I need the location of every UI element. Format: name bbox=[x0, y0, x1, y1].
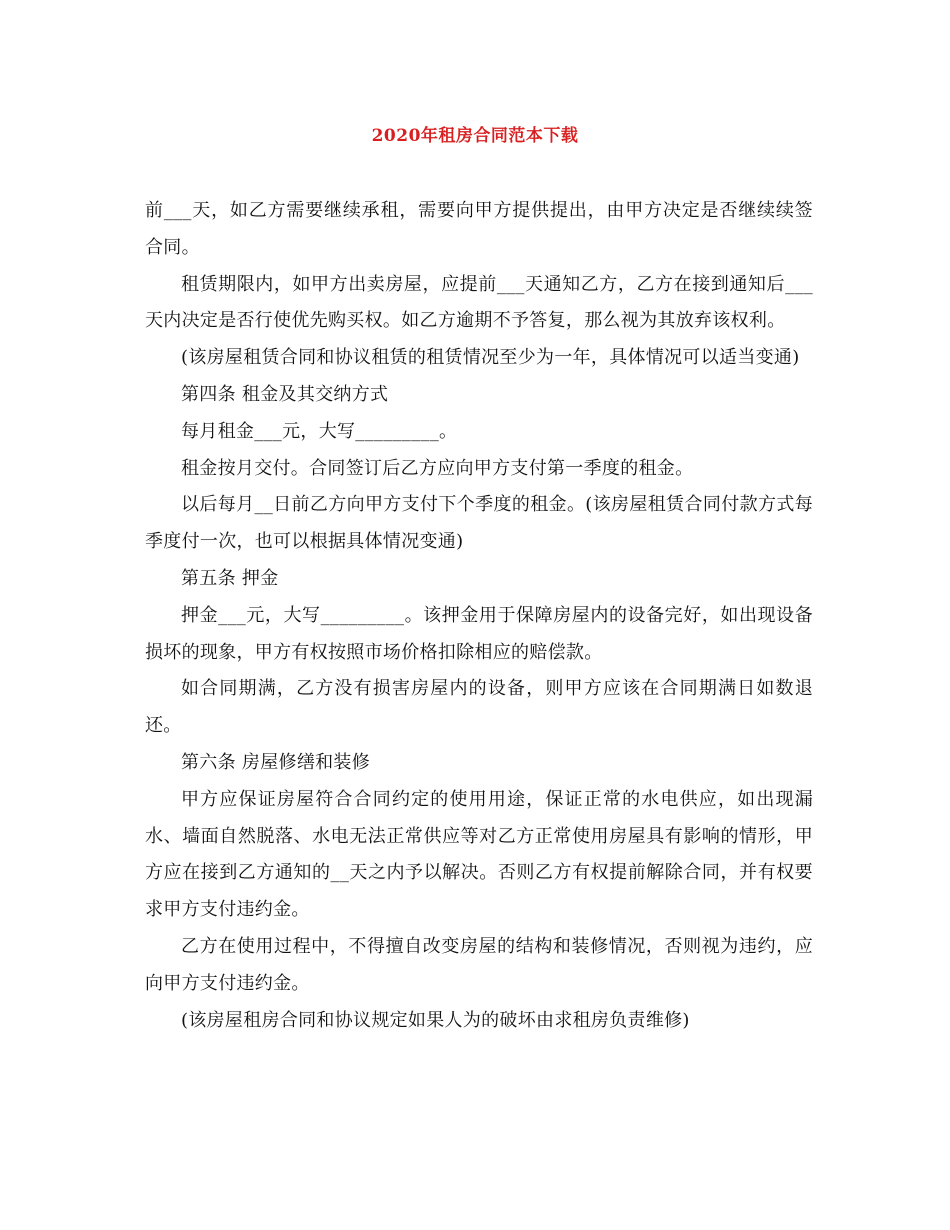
paragraph: (该房屋租房合同和协议规定如果人为的破坏由求租房负责维修) bbox=[181, 1009, 690, 1031]
paragraph: (该房屋租赁合同和协议租赁的租赁情况至少为一年，具体情况可以适当变通) bbox=[181, 347, 800, 369]
paragraph: 租赁期限内，如甲方出卖房屋，应提前___天通知乙方，乙方在接到通知后___天内决定是否行使优先购买权。如乙方逾期不予答复，那么视为其放弃该权利。 bbox=[145, 273, 813, 332]
paragraph: 押金___元，大写_________。该押金用于保障房屋内的设备完好，如出现设备损坏的现象，甲方有权按照市场价格扣除相应的赔偿款。 bbox=[145, 604, 813, 663]
paragraph: 每月租金___元，大写_________。 bbox=[181, 420, 458, 442]
paragraph: 租金按月交付。合同签订后乙方应向甲方支付第一季度的租金。 bbox=[181, 457, 694, 479]
document-body bbox=[145, 193, 813, 1039]
paragraph: 如合同期满，乙方没有损害房屋内的设备，则甲方应该在合同期满日如数退还。 bbox=[145, 678, 813, 737]
paragraph: 前___天，如乙方需要继续承租，需要向甲方提供提出，由甲方决定是否继续续签合同。 bbox=[145, 200, 813, 258]
section-heading: 第六条 房屋修缮和装修 bbox=[181, 751, 371, 773]
section-heading: 第四条 租金及其交纳方式 bbox=[181, 383, 389, 405]
section-heading: 第五条 押金 bbox=[181, 567, 279, 589]
document-title: 2020年租房合同范本下载 bbox=[371, 126, 579, 146]
paragraph: 甲方应保证房屋符合合同约定的使用用途，保证正常的水电供应，如出现漏水、墙面自然脱落、水电无法正常供应等对乙方正常使用房屋具有影响的情形，甲方应在接到乙方通知的__天之内予以解决。否则乙方有权提前解除合同，并有权要求甲方支付违约金。 bbox=[145, 788, 813, 921]
paragraph: 乙方在使用过程中，不得擅自改变房屋的结构和装修情况，否则视为违约，应向甲方支付违约金。 bbox=[145, 935, 813, 994]
paragraph: 以后每月__日前乙方向甲方支付下个季度的租金。(该房屋租赁合同付款方式每季度付一次，也可以根据具体情况变通) bbox=[145, 494, 813, 553]
